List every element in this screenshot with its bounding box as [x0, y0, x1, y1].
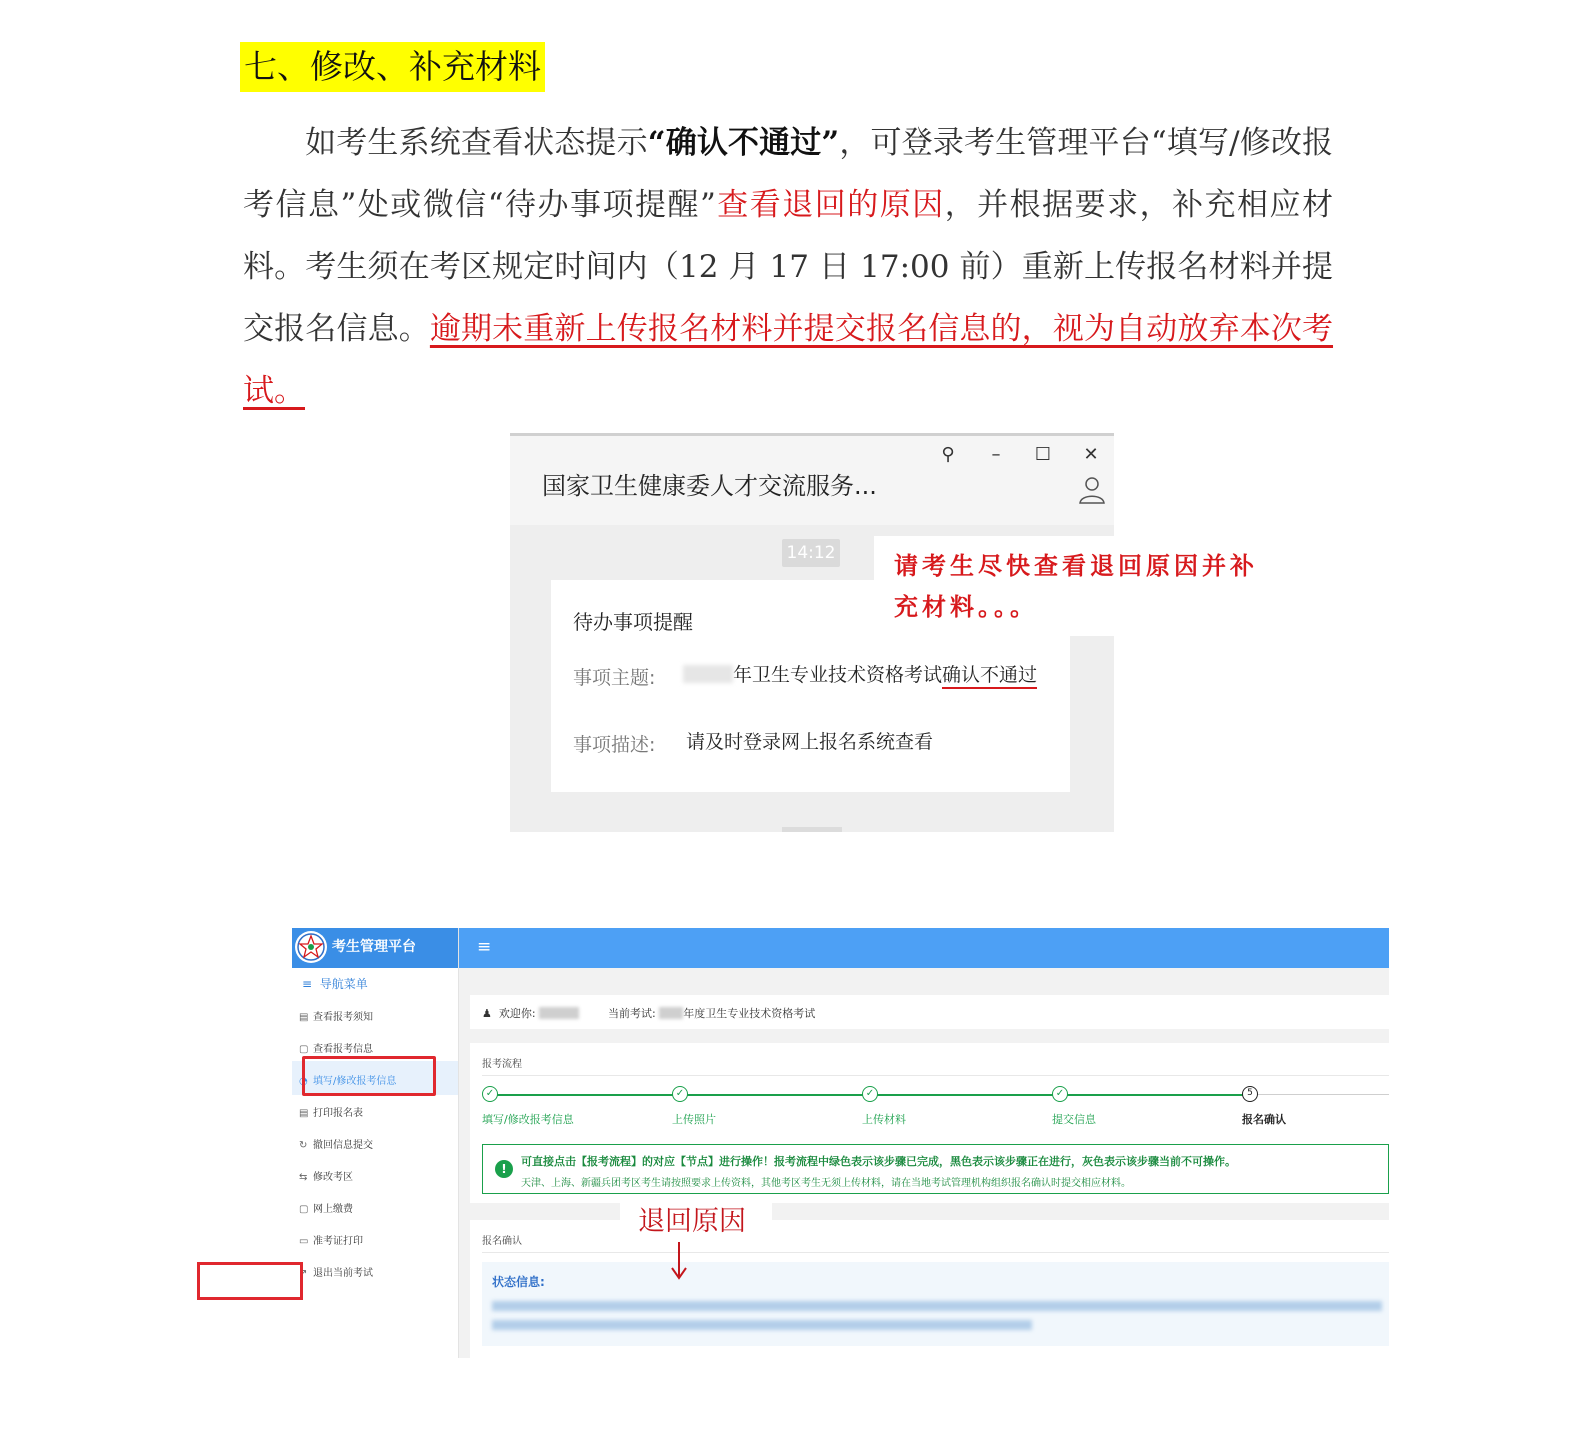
step-3-label[interactable]: 上传材料 [862, 1113, 906, 1126]
sidebar-item-label: 准考证打印 [313, 1236, 363, 1247]
notice-line-2: 天津、上海、新疆兵团考区考生请按照要求上传资料，其他考区考生无须上传材料，请在当地考试管理机构组织报名确认时提交相应材料。 [521, 1178, 1131, 1189]
top-bar [459, 928, 1389, 968]
notice-line-1: 可直接点击【报考流程】的对应【节点】进行操作！报考流程中绿色表示该步骤已完成，黑色表示该步骤正在进行，灰色表示该步骤当前不可操作。 [521, 1155, 1236, 1168]
person-icon: ♟ [482, 1007, 492, 1020]
info-icon: ! [495, 1160, 513, 1178]
para-text-3: ，并根据要求，补充相应材料。考生须在考区规定时间内（12 月 17 日 17:00 前）重新上传报名材料并提交报名信息。 [243, 187, 1334, 347]
callout-annotation: 请考生尽快查看退回原因并补充材料。。。 [894, 552, 1258, 621]
status-label: 状态信息: [492, 1275, 545, 1289]
desc-value: 请及时登录网上报名系统查看 [686, 731, 934, 753]
print-icon: ▤ [299, 1108, 309, 1119]
para-bold-status: “确认不通过” [647, 125, 840, 161]
exam-platform-window [292, 928, 1389, 1358]
step-4-label[interactable]: 提交信息 [1052, 1113, 1096, 1126]
sidebar-item-exit-exam[interactable] [299, 1264, 373, 1279]
application-confirm-panel [470, 1220, 1389, 1358]
sidebar-item-label: 查看报考须知 [313, 1012, 373, 1023]
hamburger-menu-icon[interactable]: ≡ [477, 937, 492, 957]
sidebar-header [292, 928, 458, 968]
step-4-check-icon[interactable]: ✓ [1052, 1086, 1068, 1102]
current-exam-value: 年度卫生专业技术资格考试 [683, 1007, 816, 1020]
step-2-check-icon[interactable]: ✓ [672, 1086, 688, 1102]
sidebar-item-label: 修改考区 [313, 1172, 353, 1183]
sidebar-item-label: 退出当前考试 [313, 1268, 373, 1279]
current-exam-label: 当前考试: [608, 1007, 656, 1020]
wechat-header [510, 436, 1114, 525]
blurred-year [659, 1007, 683, 1019]
arrow-down-icon [668, 1240, 690, 1280]
close-icon[interactable]: ✕ [1083, 444, 1099, 465]
blurred-reason-line-2 [492, 1320, 1032, 1330]
sidebar-item-view-info[interactable] [299, 1040, 373, 1055]
confirm-title: 报名确认 [482, 1236, 522, 1247]
subject-value [683, 661, 1053, 689]
desc-label: 事项描述: [573, 734, 656, 756]
highlight-box-status [197, 1262, 303, 1300]
card-title: 待办事项提醒 [573, 610, 693, 634]
flow-title: 报考流程 [482, 1059, 522, 1070]
current-exam [608, 1005, 815, 1021]
welcome-user [482, 1005, 579, 1021]
divider [482, 1075, 1389, 1076]
pin-icon[interactable]: ⚲ [941, 444, 955, 465]
application-flow-panel [470, 1043, 1389, 1203]
blurred-year [683, 665, 733, 683]
progress-line-remaining [1250, 1094, 1389, 1095]
step-5-number-icon[interactable]: 5 [1242, 1086, 1258, 1102]
scroll-handle[interactable] [782, 827, 842, 832]
swap-icon: ⇆ [299, 1172, 308, 1183]
subject-value-text: 年卫生专业技术资格考试 [733, 664, 943, 686]
step-3-check-icon[interactable]: ✓ [862, 1086, 878, 1102]
sidebar-item-label: 打印报名表 [313, 1108, 363, 1119]
welcome-label: 欢迎你: [498, 1007, 536, 1020]
sidebar [292, 928, 459, 1358]
instruction-paragraph [243, 112, 1333, 422]
sidebar-item-change-region[interactable] [299, 1168, 353, 1183]
highlight-box-edit-info [302, 1056, 436, 1096]
brand-title: 考生管理平台 [332, 939, 416, 955]
sidebar-item-label: 网上缴费 [313, 1204, 353, 1215]
nav-menu-header: ≡ 导航菜单 [302, 977, 368, 991]
edit-icon: ◔ [299, 1076, 308, 1087]
minimize-icon[interactable]: – [991, 444, 1001, 465]
sidebar-item-print-form[interactable] [299, 1104, 363, 1119]
payment-icon: ▢ [299, 1204, 309, 1215]
ticket-icon: ▭ [299, 1236, 309, 1247]
sidebar-item-withdraw[interactable] [299, 1136, 373, 1151]
sidebar-item-label: 查看报考信息 [313, 1044, 373, 1055]
subject-highlight: 确认不通过 [942, 664, 1037, 689]
blurred-username [539, 1007, 579, 1019]
status-info-area [482, 1262, 1389, 1346]
step-1-label[interactable]: 填写/修改报考信息 [482, 1113, 574, 1126]
step-2-label[interactable]: 上传照片 [672, 1113, 716, 1126]
subject-label: 事项主题: [573, 667, 656, 689]
para-red-reason: 查看退回的原因 [715, 187, 945, 223]
exit-icon: ↗ [299, 1268, 308, 1279]
section-heading: 七、修改、补充材料 [240, 42, 545, 92]
maximize-icon[interactable]: ☐ [1034, 444, 1052, 465]
blurred-reason-line-1 [492, 1301, 1382, 1311]
para-red-warning: 逾期未重新上传报名材料并提交报名信息的，视为自动放弃本次考试。 [243, 311, 1334, 409]
reason-annotation: 退回原因 [638, 1206, 746, 1237]
divider [482, 1252, 1389, 1253]
sidebar-item-label: 填写/修改报考信息 [313, 1076, 397, 1087]
user-icon[interactable] [1078, 475, 1106, 505]
sidebar-item-view-notice[interactable] [299, 1008, 373, 1023]
message-time: 14:12 [782, 539, 840, 567]
refresh-icon: ↻ [299, 1140, 308, 1151]
step-1-check-icon[interactable]: ✓ [482, 1086, 498, 1102]
para-text-1: 如考生系统查看状态提示 [305, 125, 648, 161]
welcome-bar [470, 995, 1389, 1029]
notice-icon: ▤ [299, 1012, 309, 1023]
nav-menu-title: 导航菜单 [319, 977, 368, 991]
flow-notice [482, 1144, 1389, 1194]
sidebar-item-payment[interactable] [299, 1200, 353, 1215]
sidebar-item-label: 撤回信息提交 [313, 1140, 373, 1151]
sidebar-item-admission-ticket[interactable] [299, 1232, 363, 1247]
step-5-label[interactable]: 报名确认 [1242, 1113, 1286, 1126]
logo-icon [294, 930, 328, 964]
wechat-title: 国家卫生健康委人才交流服务... [542, 472, 877, 500]
document-icon: ▢ [299, 1044, 309, 1055]
para-text-2: ，可登录考生管理平台“填写/修改报考信息”处或微信“待办事项提醒” [243, 125, 1334, 223]
